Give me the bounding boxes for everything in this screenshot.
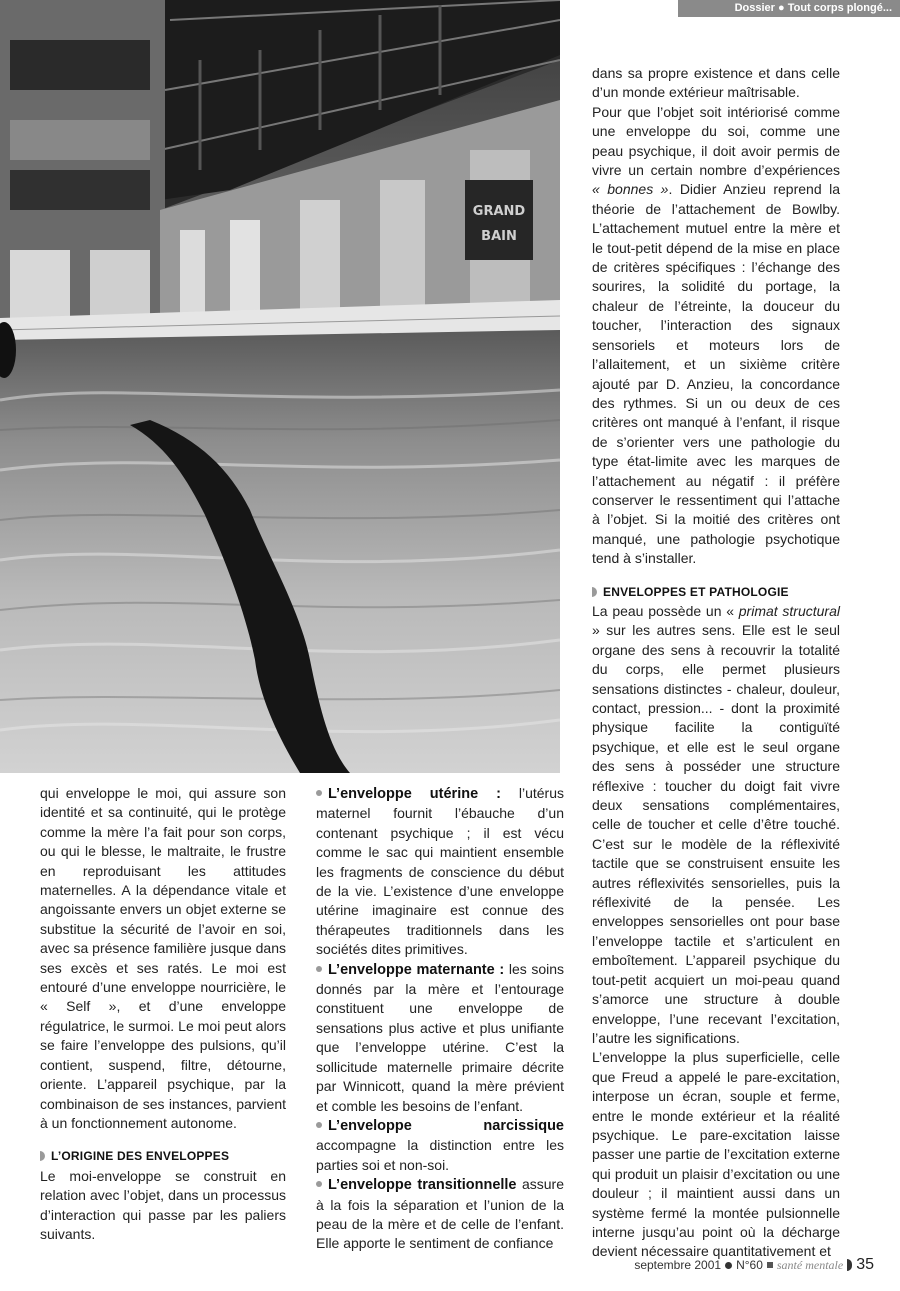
footer-issue: N°60 bbox=[736, 1258, 763, 1272]
term-label: L’enveloppe utérine : bbox=[328, 786, 501, 802]
pool-sign-text-2: BAIN bbox=[481, 229, 517, 244]
term-description: l’utérus maternel fournit l’ébauche d’un contenant psychique ; il est vécu comme le sac qui maintient ensemble les fragments de conscience du début de la vie. L’existence d’une enveloppe utérine imaginaire est connue des thérapeutes traditionnels dans les sociétés dites primitives. bbox=[316, 785, 564, 958]
emphasis: primat structural bbox=[738, 602, 840, 619]
section-heading-pathologie bbox=[592, 583, 840, 602]
paragraph: L’enveloppe la plus superficielle, celle que Freud a appelé le pare-excitation, interpose un écran, souple et ferme, entre le monde extérieur et la réalité psychique. Le pare-excitation laisse passer une partie de l’excitation externe qui produit un plaisir d’excitation ou une douleur ; il maintient aussi dans un système fermé la montée pulsionnelle interne jusqu’au point où la décharge devient nécessaire quantitativement et bbox=[592, 1049, 840, 1260]
half-circle-icon bbox=[847, 1259, 852, 1271]
list-item bbox=[316, 784, 564, 960]
text-run: Pour que l’objet soit intériorisé comme une enveloppe du soi, comme une peau psychique, il doit avoir permis de vivre un certain nombre d’expériences bbox=[592, 103, 840, 179]
term-label: L’enveloppe narcissique bbox=[328, 1117, 564, 1134]
section-heading-origine bbox=[40, 1147, 286, 1166]
term-label: L’enveloppe transitionnelle bbox=[328, 1177, 517, 1194]
page-number: 35 bbox=[856, 1256, 874, 1273]
paragraph bbox=[592, 602, 840, 1048]
text-column-1 bbox=[40, 784, 286, 1244]
heading-marker-icon bbox=[40, 1151, 45, 1161]
text-column-3 bbox=[592, 64, 840, 1262]
heading-text: L’ORIGINE DES ENVELOPPES bbox=[51, 1149, 230, 1164]
paragraph: qui enveloppe le moi, qui assure son identité et sa continuité, qui le protège comme la mère l’a fait pour son corps, ou qui le blesse, le maltraite, le frustre en reproduisant les attitudes maternelles. A la dépendance vitale et angoissante envers un objet externe se substitue la sécurité de l’avoir en soi, avec sa présence familière jusque dans ses excès et ses ratés. Le moi est entouré d’une enveloppe nourricière, le « Self », et d’une enveloppe régulatrice, le surmoi. Le moi peut alors se faire l’enveloppe des pulsions, qu’il contient, suspend, filtre, détourne, oriente. L’appareil psychique, par la combinaison de ses instances, parvient à un fonctionnement autonome. bbox=[40, 785, 286, 1131]
text-column-2 bbox=[316, 784, 564, 1254]
footer-date: septembre 2001 bbox=[634, 1258, 722, 1272]
bullet-icon bbox=[316, 1181, 322, 1187]
page-footer bbox=[634, 1256, 874, 1274]
emphasis: « bonnes » bbox=[592, 181, 669, 198]
list-item bbox=[316, 1175, 564, 1254]
text-run: La peau possède un « bbox=[592, 602, 739, 619]
bullet-icon bbox=[316, 966, 322, 972]
swimming-pool-photo bbox=[0, 0, 560, 773]
bullet-icon bbox=[316, 790, 322, 796]
paragraph bbox=[592, 103, 840, 569]
term-description: les soins donnés par la mère et l’entourage constituent une enveloppe de sensations plus active et plus unifiante que l’enveloppe utérine. C’est la sollicitude maternelle primaire décrite par Winnicott, quand la mère prévient et comble les besoins de l’enfant. bbox=[316, 960, 564, 1114]
pool-sign-text: GRAND bbox=[472, 204, 526, 219]
paragraph: dans sa propre existence et dans celle d’un monde extérieur maîtrisable. bbox=[592, 65, 840, 101]
square-icon bbox=[767, 1262, 773, 1268]
section-header-label: Dossier ● Tout corps plongé... bbox=[734, 2, 892, 14]
list-item bbox=[316, 1116, 564, 1175]
text-run: . Didier Anzieu reprend la théorie de l’attachement de Bowlby. L’attachement mutuel entre la mère et le tout-petit dépend de la mise en place de critères spécifiques : l’échange des sourires, la solidité du portage, la chaleur de l’étreinte, la douceur du toucher, l’interaction des signaux sensoriels et moteurs lors de l’allaitement, et un sixième critère ajouté par D. Anzieu, la concordance des rythmes. Si un ou deux de ces critères ont manqué à l’enfant, il risque de s’orienter vers une pathologie du type état-limite avec les marques de l’attachement au négatif : il préfère conserver le ressentiment qui l’attache à l’objet. Si la moitié des critères ont manqué, une pathologie psychotique tend à s’installer. bbox=[592, 181, 840, 567]
term-description: accompagne la distinction entre les parties soi et non-soi. bbox=[316, 1137, 564, 1173]
bullet-icon bbox=[316, 1122, 322, 1128]
list-item bbox=[316, 960, 564, 1116]
paragraph: Le moi-enveloppe se construit en relation avec l’objet, dans un processus d’interaction qui passe par les paliers suivants. bbox=[40, 1167, 286, 1242]
section-header-tab bbox=[678, 0, 900, 17]
heading-text: ENVELOPPES ET PATHOLOGIE bbox=[603, 584, 789, 599]
term-label: L’enveloppe maternante : bbox=[328, 961, 505, 978]
term-description: assure à la fois la séparation et l’union de la peau de la mère et de celle de l’enfant. Elle apporte le sentiment de confiance bbox=[316, 1176, 564, 1252]
footer-magazine: santé mentale bbox=[776, 1257, 844, 1272]
text-run: » sur les autres sens. Elle est le seul organe des sens à recouvrir la totalité du corps, elle permet plusieurs sensations distinctes - chaleur, douleur, contact, pression... - dont la proximité physique facilite la contiguïté psychique, et elle est le seul organe des sens à posséder une structure réflexive : toucher du doigt fait vivre deux sensations complémentaires, celle de toucher et celle d’être touché. C’est sur le modèle de la réflexivité tactile que se construisent ensuite les autres réflexivités sensorielles, puis la réflexivité de la pensée. Les enveloppes sensorielles ont pour base l’enveloppe tactile et s’articulent en emboîtement. L’appareil psychique du tout-petit acquiert un moi-peau quand s’amorce une structure à double enveloppe, l’une recevant l’excitation, l’autre les significations. bbox=[592, 622, 840, 1046]
heading-marker-icon bbox=[592, 587, 597, 597]
dot-icon bbox=[725, 1262, 732, 1269]
